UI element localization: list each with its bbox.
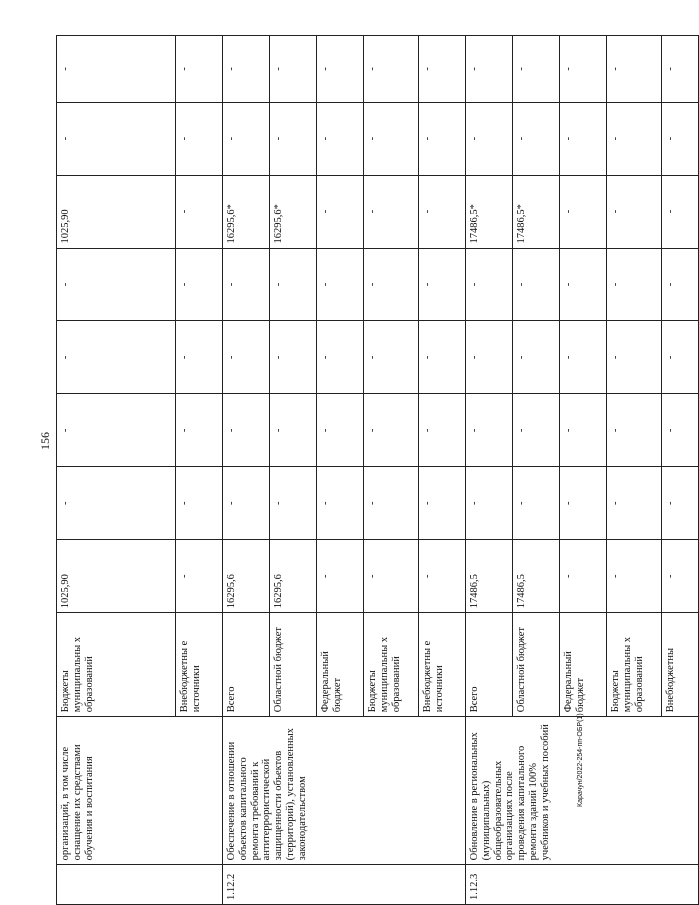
funding-source: Внебюджетны е источники <box>419 613 466 717</box>
value-cell: - <box>466 248 513 321</box>
value-cell: - <box>560 175 607 248</box>
value-cell: - <box>317 36 364 103</box>
value-cell: - <box>419 394 466 467</box>
value-cell: - <box>607 102 662 175</box>
value-cell: - <box>57 36 176 103</box>
value-cell: - <box>176 102 223 175</box>
value-cell: - <box>270 36 317 103</box>
value-cell: - <box>560 321 607 394</box>
value-cell: - <box>364 540 419 613</box>
value-cell: - <box>270 248 317 321</box>
funding-source: Федеральный бюджет <box>560 613 607 717</box>
table-row <box>466 36 513 905</box>
value-cell: - <box>607 540 662 613</box>
value-cell: - <box>419 102 466 175</box>
value-cell: - <box>662 321 699 394</box>
value-cell: - <box>364 394 419 467</box>
item-name: организаций, в том числе оснащение их средствами обучения и воспитания <box>57 717 223 865</box>
table-row <box>223 36 270 905</box>
value-cell: - <box>270 321 317 394</box>
value-cell: - <box>364 102 419 175</box>
value-cell: 17486,5* <box>513 175 560 248</box>
value-cell: - <box>270 394 317 467</box>
value-cell: - <box>364 36 419 103</box>
value-cell: - <box>57 102 176 175</box>
value-cell: - <box>176 394 223 467</box>
value-cell: - <box>223 102 270 175</box>
value-cell: - <box>607 248 662 321</box>
funding-source: Бюджеты муниципальны х образований <box>607 613 662 717</box>
value-cell: - <box>607 394 662 467</box>
value-cell: - <box>662 248 699 321</box>
value-cell: - <box>419 248 466 321</box>
value-cell: - <box>513 321 560 394</box>
value-cell: 17486,5* <box>466 175 513 248</box>
funding-source: Областной бюджет <box>513 613 560 717</box>
value-cell: 16295,6 <box>223 540 270 613</box>
funding-source: Областной бюджет <box>270 613 317 717</box>
funding-source: Бюджеты муниципальны х образований <box>364 613 419 717</box>
value-cell: - <box>513 36 560 103</box>
value-cell: - <box>270 102 317 175</box>
value-cell: - <box>57 394 176 467</box>
value-cell: - <box>223 321 270 394</box>
value-cell: - <box>419 540 466 613</box>
value-cell: - <box>560 102 607 175</box>
item-name: Обеспечение в отношении объектов капитального ремонта требований к антитеррористической защищенности объектов (территорий), установленных законодательством <box>223 717 466 865</box>
value-cell: - <box>513 467 560 540</box>
value-cell: - <box>466 102 513 175</box>
funding-source: Федеральный бюджет <box>317 613 364 717</box>
value-cell: - <box>364 467 419 540</box>
value-cell: - <box>419 36 466 103</box>
value-cell: - <box>419 175 466 248</box>
value-cell: - <box>513 394 560 467</box>
value-cell: - <box>176 540 223 613</box>
value-cell: - <box>560 540 607 613</box>
budget-table <box>56 35 699 905</box>
value-cell: - <box>270 467 317 540</box>
value-cell: - <box>317 467 364 540</box>
value-cell: - <box>466 36 513 103</box>
value-cell: - <box>223 467 270 540</box>
value-cell: - <box>176 248 223 321</box>
value-cell: - <box>662 394 699 467</box>
value-cell: - <box>560 248 607 321</box>
value-cell: - <box>176 175 223 248</box>
funding-source: Всего <box>466 613 513 717</box>
value-cell: - <box>57 467 176 540</box>
value-cell: - <box>317 394 364 467</box>
value-cell: 16295,6 <box>270 540 317 613</box>
value-cell: - <box>317 321 364 394</box>
value-cell: 1025,90 <box>57 175 176 248</box>
value-cell: - <box>176 467 223 540</box>
value-cell: - <box>317 540 364 613</box>
value-cell: - <box>223 394 270 467</box>
value-cell: - <box>662 467 699 540</box>
value-cell: - <box>662 102 699 175</box>
value-cell: - <box>662 540 699 613</box>
value-cell: - <box>662 175 699 248</box>
value-cell: - <box>176 36 223 103</box>
value-cell: - <box>57 321 176 394</box>
value-cell: 1025,90 <box>57 540 176 613</box>
document-id: Карачун/2022-254-пп-ОБР(1) <box>577 713 584 807</box>
value-cell: - <box>317 102 364 175</box>
value-cell: - <box>466 321 513 394</box>
value-cell: 17486,5 <box>513 540 560 613</box>
value-cell: - <box>560 467 607 540</box>
value-cell: 16295,6* <box>223 175 270 248</box>
item-number: 1.12.2 <box>223 865 466 905</box>
value-cell: - <box>364 248 419 321</box>
item-number <box>57 865 223 905</box>
value-cell: - <box>176 321 223 394</box>
value-cell: - <box>662 36 699 103</box>
value-cell: - <box>560 394 607 467</box>
value-cell: 17486,5 <box>466 540 513 613</box>
value-cell: - <box>466 467 513 540</box>
item-number: 1.12.3 <box>466 865 699 905</box>
value-cell: - <box>419 321 466 394</box>
value-cell: - <box>466 394 513 467</box>
value-cell: - <box>364 175 419 248</box>
value-cell: - <box>513 248 560 321</box>
value-cell: - <box>317 248 364 321</box>
value-cell: - <box>317 175 364 248</box>
value-cell: - <box>57 248 176 321</box>
funding-source: Бюджеты муниципальны х образований <box>57 613 176 717</box>
table-row <box>57 36 176 905</box>
value-cell: - <box>419 467 466 540</box>
value-cell: - <box>513 102 560 175</box>
value-cell: - <box>607 321 662 394</box>
value-cell: 16295,6* <box>270 175 317 248</box>
value-cell: - <box>607 175 662 248</box>
funding-source: Внебюджетны е источники <box>176 613 223 717</box>
page-number: 156 <box>38 432 52 450</box>
funding-source: Всего <box>223 613 270 717</box>
value-cell: - <box>223 36 270 103</box>
item-name: Обновление в региональных (муниципальных) общеобразовательных организациях после проведения капитального ремонта зданий 100% учебников и учебных пособий <box>466 717 699 865</box>
value-cell: - <box>607 36 662 103</box>
funding-source: Внебюджетны <box>662 613 699 717</box>
value-cell: - <box>607 467 662 540</box>
value-cell: - <box>560 36 607 103</box>
value-cell: - <box>364 321 419 394</box>
value-cell: - <box>223 248 270 321</box>
